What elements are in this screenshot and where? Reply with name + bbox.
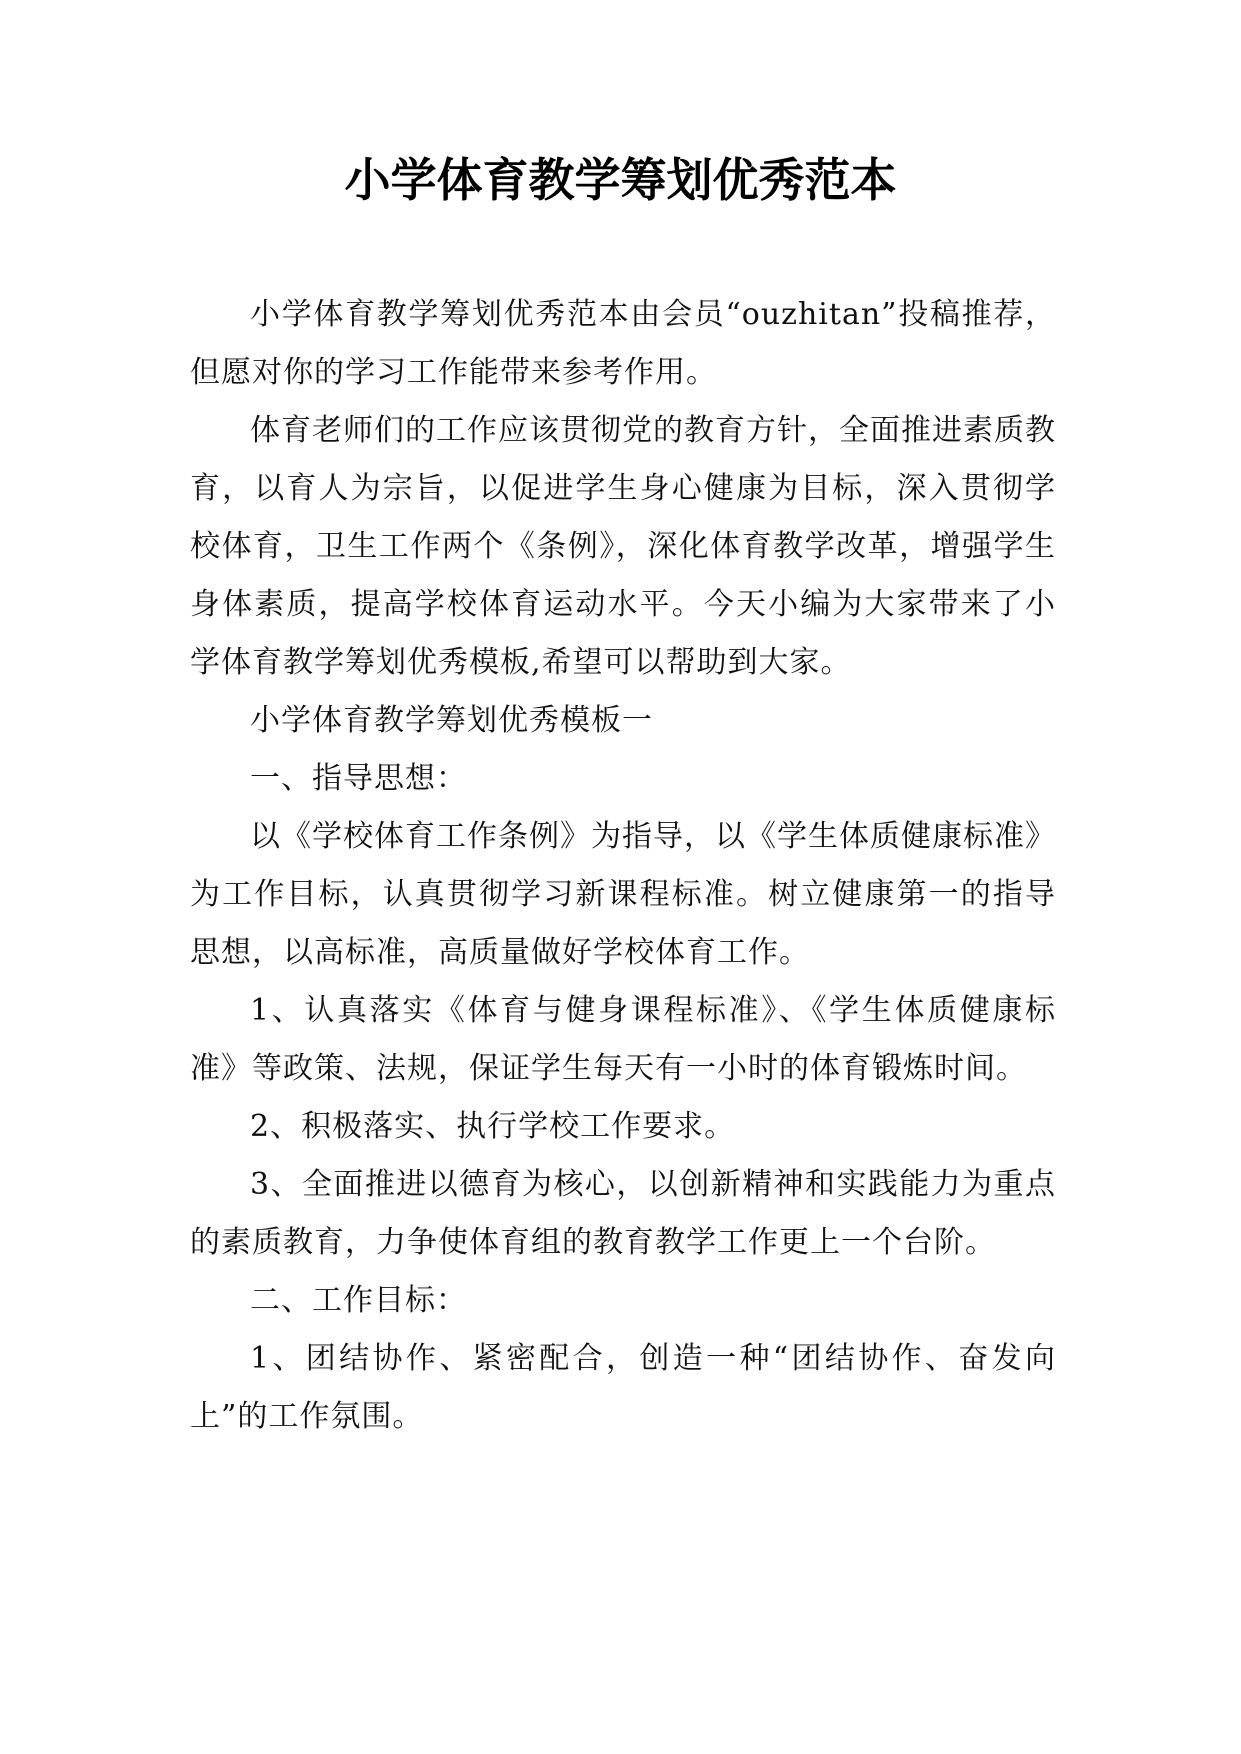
paragraph: 小学体育教学筹划优秀范本由会员“ouzhitan”投稿推荐，但愿对你的学习工作能带来参考作用。 xyxy=(190,297,1056,390)
document-body xyxy=(190,286,1056,1446)
list-item: 2、积极落实、执行学校工作要求。 xyxy=(250,1109,736,1144)
section-heading: 小学体育教学筹划优秀模板一 xyxy=(250,703,653,738)
paragraph: 以《学校体育工作条例》为指导，以《学生体质健康标准》为工作目标，认真贯彻学习新课程标准。树立健康第一的指导思想，以高标准，高质量做好学校体育工作。 xyxy=(190,819,1056,970)
list-item: 1、团结协作、紧密配合，创造一种“团结协作、奋发向上”的工作氛围。 xyxy=(190,1341,1056,1434)
document-title: 小学体育教学筹划优秀范本 xyxy=(344,153,897,207)
section-heading: 一、指导思想： xyxy=(250,761,467,796)
paragraph: 体育老师们的工作应该贯彻党的教育方针，全面推进素质教育，以育人为宗旨，以促进学生身心健康为目标，深入贯彻学校体育，卫生工作两个《条例》，深化体育教学改革，增强学生身体素质，提高学校体育运动水平。今天小编为大家带来了小学体育教学筹划优秀模板,希望可以帮助到大家。 xyxy=(190,413,1056,680)
list-item: 3、全面推进以德育为核心，以创新精神和实践能力为重点的素质教育，力争使体育组的教育教学工作更上一个台阶。 xyxy=(190,1167,1056,1260)
section-heading: 二、工作目标： xyxy=(250,1283,467,1318)
list-item: 1、认真落实《体育与健身课程标准》、《学生体质健康标准》等政策、法规，保证学生每天有一小时的体育锻炼时间。 xyxy=(190,993,1056,1086)
